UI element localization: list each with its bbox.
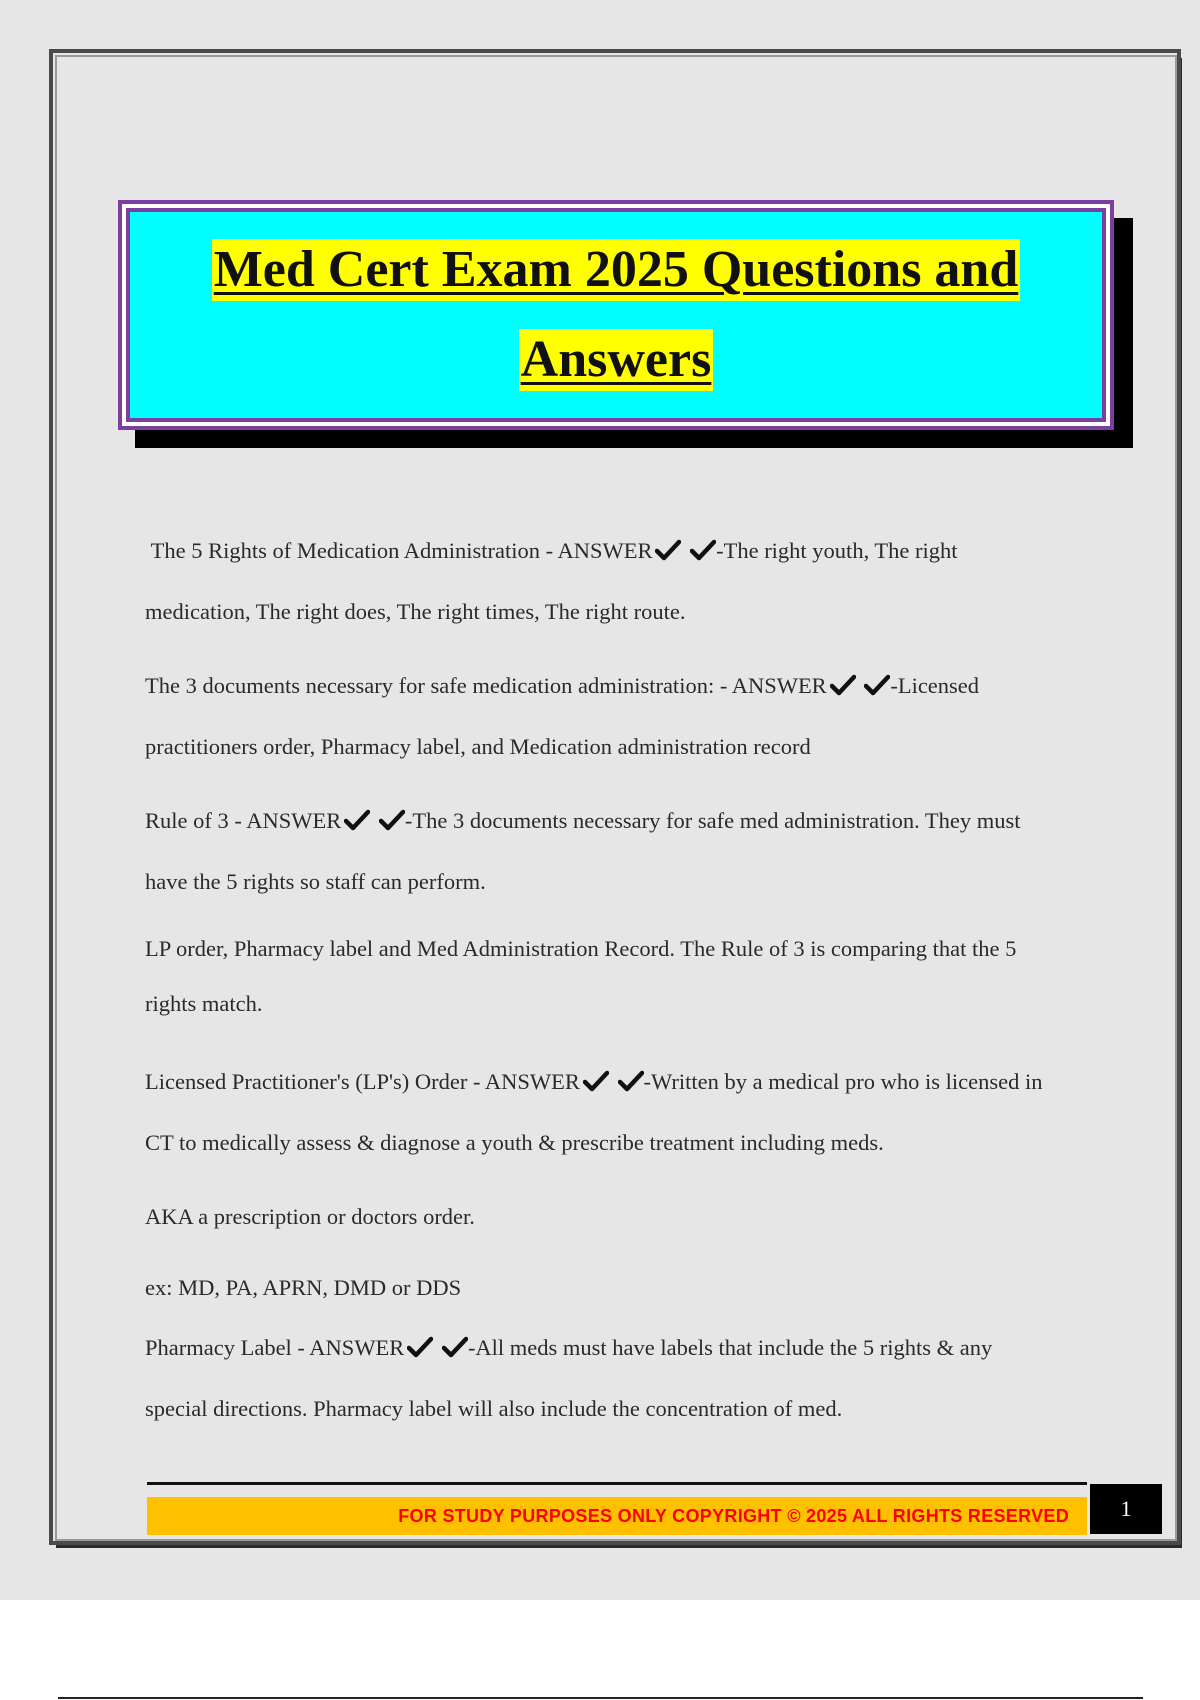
footer-bar [147, 1497, 1087, 1535]
paragraph [145, 921, 1016, 1031]
check-mark-icon [407, 1336, 433, 1358]
title-box [118, 200, 1114, 430]
check-mark-icon [583, 1070, 609, 1092]
check-mark-icon [618, 1070, 644, 1092]
qa-question: Licensed Practitioner's (LP's) Order - ANSWER [145, 1069, 580, 1094]
paragraph-text: LP order, Pharmacy label and Med Administration Record. The Rule of 3 is comparing that the 5 [145, 936, 1017, 961]
paragraph [145, 1257, 461, 1318]
qa-answer-continued: have the 5 rights so staff can perform. [145, 869, 486, 894]
qa-answer-continued: special directions. Pharmacy label will also include the concentration of med. [145, 1396, 843, 1421]
qa-answer-continued: medication, The right does, The right times, The right route. [145, 599, 686, 624]
page-number: 1 [1090, 1484, 1162, 1534]
check-mark-icon [442, 1336, 468, 1358]
qa-question: The 5 Rights of Medication Administration - ANSWER [150, 538, 653, 563]
qa-answer-continued: practitioners order, Pharmacy label, and Medication administration record [145, 734, 811, 759]
qa-answer: -The right youth, The right [716, 538, 958, 563]
qa-item [145, 1317, 992, 1439]
qa-answer: -Licensed [890, 673, 980, 698]
qa-answer: -Written by a medical pro who is licensed in [643, 1069, 1043, 1094]
paragraph-text-continued: rights match. [145, 991, 263, 1016]
qa-item [145, 790, 1021, 912]
qa-answer: -The 3 documents necessary for safe med administration. They must [404, 808, 1021, 833]
paragraph [145, 1186, 475, 1247]
qa-item [145, 1051, 1043, 1173]
title-line-2: Answers [519, 329, 714, 391]
check-mark-icon [344, 809, 370, 831]
check-mark-icon [864, 674, 890, 696]
qa-answer-continued: CT to medically assess & diagnose a youth & prescribe treatment including meds. [145, 1130, 884, 1155]
qa-item [145, 520, 958, 642]
qa-question: The 3 documents necessary for safe medication administration: - ANSWER [145, 673, 827, 698]
paragraph-text: ex: MD, PA, APRN, DMD or DDS [145, 1275, 462, 1300]
qa-question: Rule of 3 - ANSWER [145, 808, 342, 833]
qa-question: Pharmacy Label - ANSWER [145, 1335, 405, 1360]
check-mark-icon [655, 539, 681, 561]
title-line-1: Med Cert Exam 2025 Questions and [212, 239, 1021, 301]
check-mark-icon [379, 809, 405, 831]
paragraph-text: AKA a prescription or doctors order. [145, 1204, 475, 1229]
check-mark-icon [690, 539, 716, 561]
check-mark-icon [830, 674, 856, 696]
footer-copyright: FOR STUDY PURPOSES ONLY COPYRIGHT © 2025 ALL RIGHTS RESERVED [398, 1505, 1069, 1526]
qa-item [145, 655, 979, 777]
qa-answer: -All meds must have labels that include the 5 rights & any [467, 1335, 993, 1360]
footer-rule [147, 1482, 1087, 1485]
bottom-rule [58, 1697, 1143, 1699]
